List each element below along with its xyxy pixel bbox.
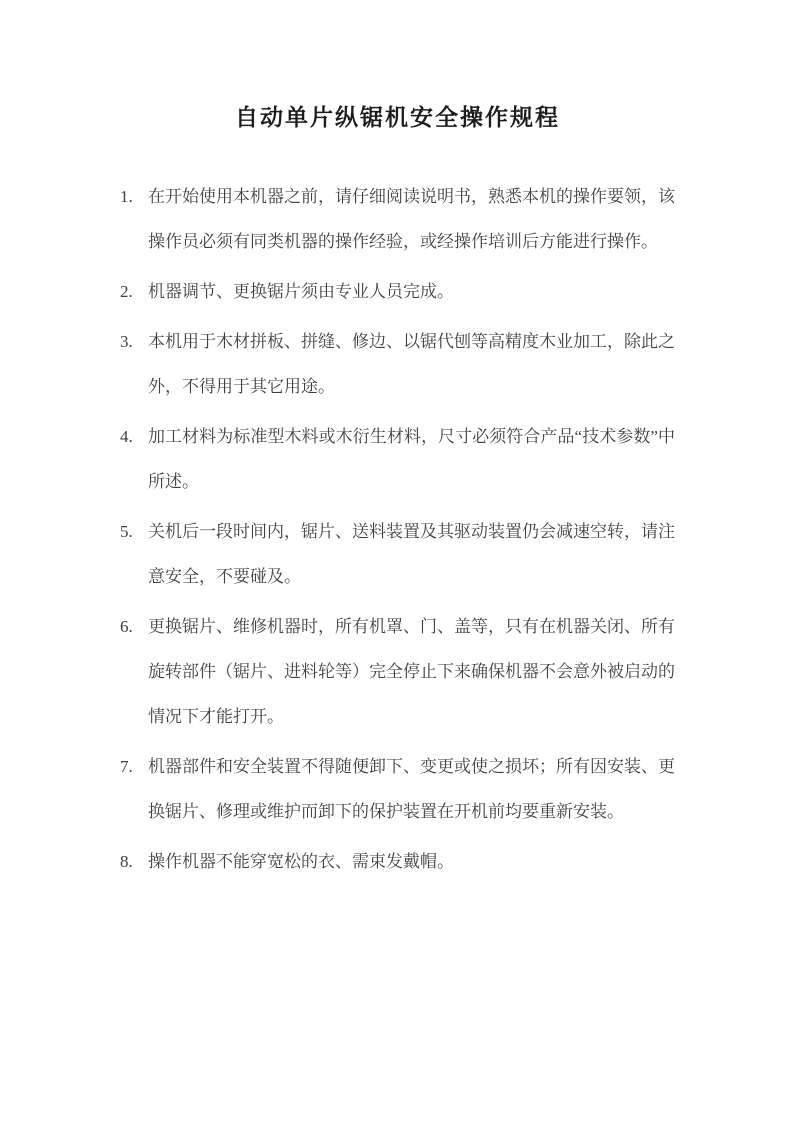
item-text: 更换锯片、维修机器时，所有机罩、门、盖等，只有在机器关闭、所有旋转部件（锯片、进料轮等）完全停止下来确保机器不会意外被启动的情况下才能打开。 xyxy=(148,617,675,726)
rule-list xyxy=(120,174,675,884)
item-number: 7. xyxy=(120,757,133,776)
list-item xyxy=(120,319,675,409)
item-number: 5. xyxy=(120,522,133,541)
item-number: 6. xyxy=(120,617,133,636)
item-text: 机器部件和安全装置不得随便卸下、变更或使之损坏；所有因安装、更换锯片、修理或维护而卸下的保护装置在开机前均要重新安装。 xyxy=(148,757,675,821)
item-number: 2. xyxy=(120,282,133,301)
item-text: 加工材料为标准型木料或木衍生材料，尺寸必须符合产品“技术参数”中所述。 xyxy=(148,427,675,491)
list-item xyxy=(120,269,675,314)
list-item xyxy=(120,414,675,504)
item-text: 机器调节、更换锯片须由专业人员完成。 xyxy=(148,282,454,301)
list-item xyxy=(120,509,675,599)
item-text: 本机用于木材拼板、拼缝、修边、以锯代刨等高精度木业加工，除此之外，不得用于其它用途。 xyxy=(148,332,675,396)
list-item xyxy=(120,839,675,884)
item-number: 1. xyxy=(120,187,133,206)
item-text: 关机后一段时间内，锯片、送料装置及其驱动装置仍会减速空转，请注意安全，不要碰及。 xyxy=(148,522,675,586)
page-title: 自动单片纵锯机安全操作规程 xyxy=(235,105,560,130)
item-text: 在开始使用本机器之前，请仔细阅读说明书，熟悉本机的操作要领，该操作员必须有同类机器的操作经验，或经操作培训后方能进行操作。 xyxy=(148,187,675,251)
item-text: 操作机器不能穿宽松的衣、需束发戴帽。 xyxy=(148,852,454,871)
item-number: 4. xyxy=(120,427,133,446)
list-item xyxy=(120,174,675,264)
item-number: 8. xyxy=(120,852,133,871)
list-item xyxy=(120,604,675,739)
list-item xyxy=(120,744,675,834)
item-number: 3. xyxy=(120,332,133,351)
